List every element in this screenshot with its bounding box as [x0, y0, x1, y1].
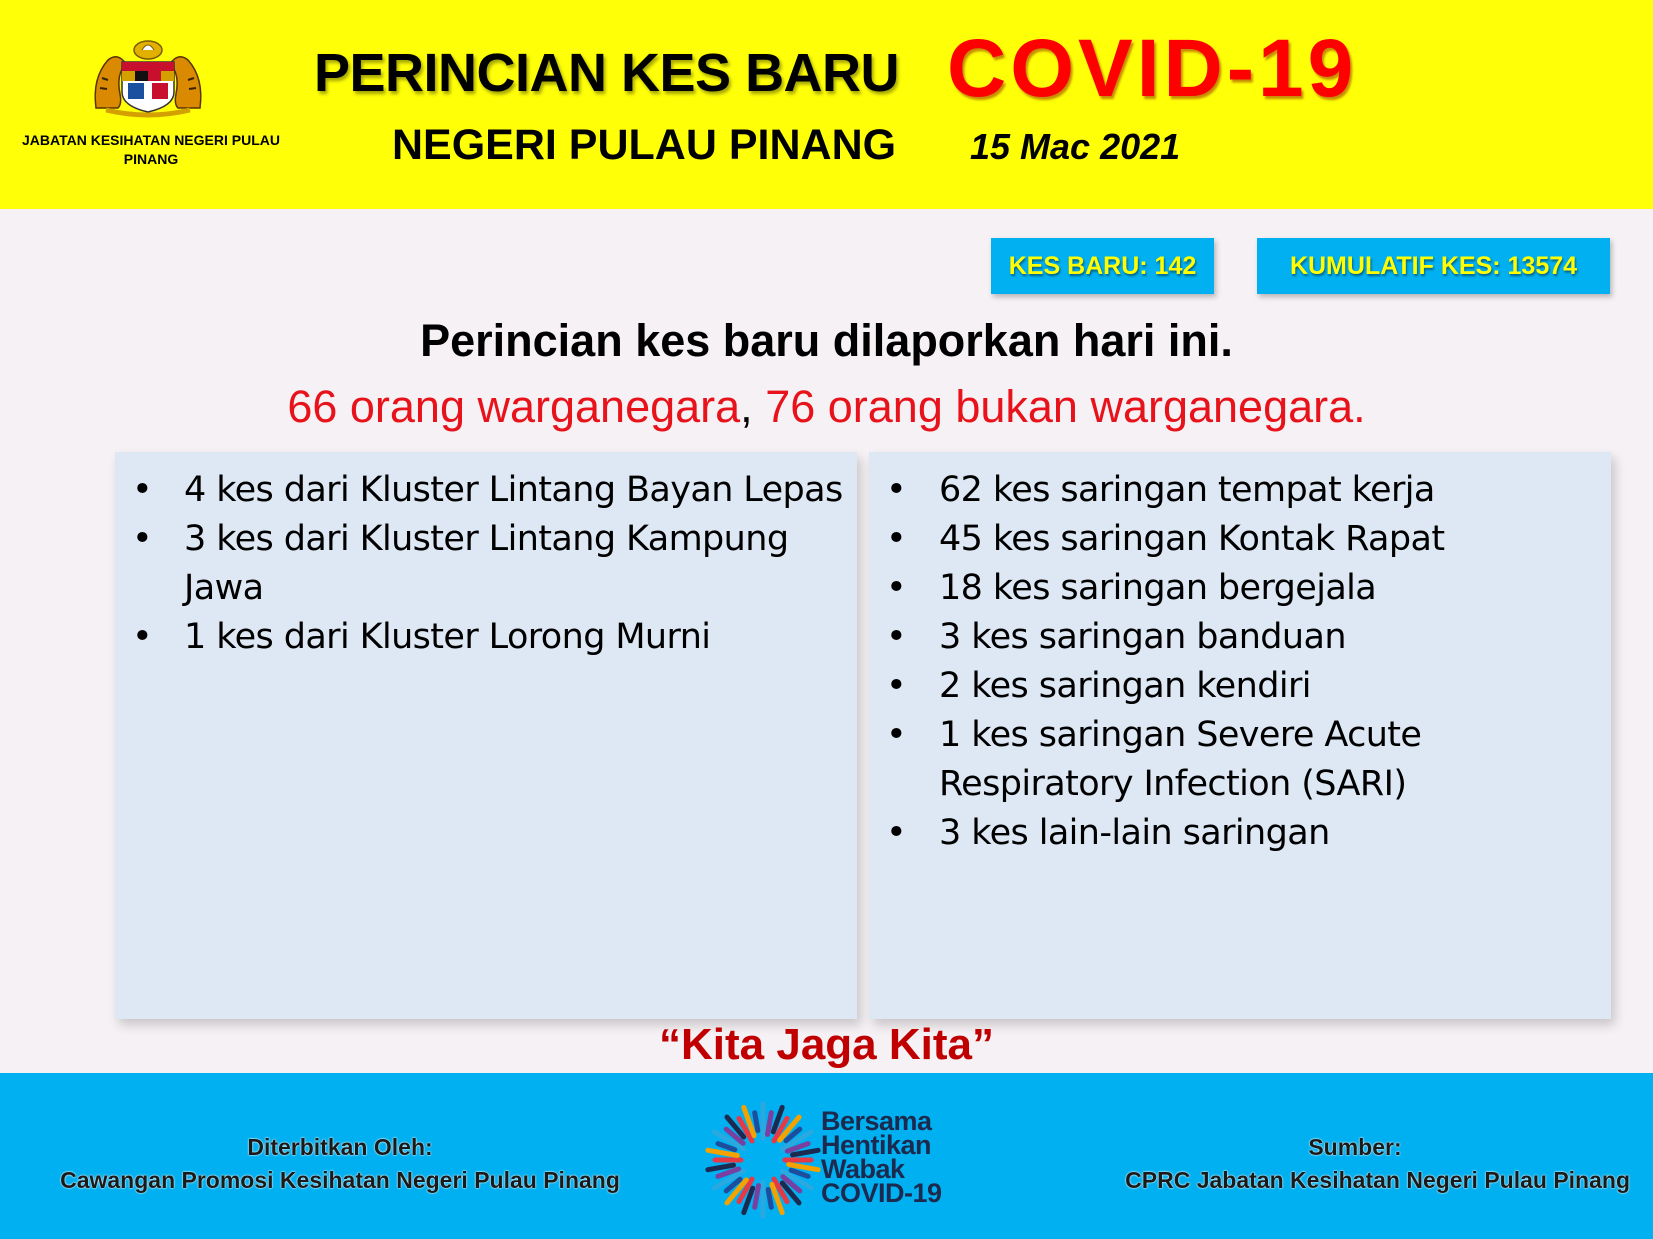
source-name: CPRC Jabatan Kesihatan Negeri Pulau Pinang [1125, 1167, 1630, 1193]
list-item: • 3 kes saringan banduan [869, 613, 1601, 662]
list-item: • 62 kes saringan tempat kerja [869, 466, 1601, 515]
bullet-icon: • [132, 519, 153, 559]
slogan: “Kita Jaga Kita” [659, 1020, 994, 1069]
screening-panel [869, 452, 1611, 1019]
starburst-icon [703, 1100, 823, 1220]
header-banner [0, 0, 1653, 209]
citizens-count: 66 orang warganegara [287, 381, 741, 432]
campaign-logo [703, 1100, 963, 1220]
bullet-icon: • [886, 813, 907, 853]
footer-banner [0, 1073, 1653, 1239]
starburst-ray [768, 1113, 772, 1135]
page-title: PERINCIAN KES BARU [314, 43, 900, 103]
new-cases-badge: KES BARU: 142 [991, 238, 1214, 294]
separator: , [740, 381, 753, 432]
bullet-icon: • [132, 470, 153, 510]
bullet-icon: • [886, 568, 907, 608]
cumulative-cases-badge: KUMULATIF KES: 13574 [1257, 238, 1610, 294]
campaign-text: Bersama Hentikan Wabak COVID-19 [821, 1106, 942, 1208]
screening-list [869, 452, 1611, 858]
bullet-icon: • [886, 519, 907, 559]
list-item: • 3 kes lain-lain saringan [869, 809, 1601, 858]
publisher-label: Diterbitkan Oleh: [247, 1134, 433, 1160]
summary-heading: Perincian kes baru dilaporkan hari ini. [420, 315, 1233, 366]
publisher-name: Cawangan Promosi Kesihatan Negeri Pulau Pinang [60, 1167, 620, 1193]
starburst-ray [768, 1190, 771, 1208]
summary-breakdown [0, 381, 1653, 433]
list-item: • 1 kes saringan Severe Acute Respiratory Infection (SARI) [869, 711, 1601, 809]
bullet-icon: • [886, 470, 907, 510]
report-date: 15 Mac 2021 [970, 126, 1181, 167]
list-item: • 1 kes dari Kluster Lorong Murni [115, 613, 847, 662]
bullet-icon: • [886, 715, 907, 755]
department-name: JABATAN KESIHATAN NEGERI PULAU PINANG [22, 132, 280, 167]
coat-of-arms-icon [88, 38, 208, 118]
list-item: • 18 kes saringan bergejala [869, 564, 1601, 613]
list-item: • 2 kes saringan kendiri [869, 662, 1601, 711]
bullet-icon: • [132, 617, 153, 657]
covid-title: COVID-19 [947, 23, 1358, 114]
source-label: Sumber: [1308, 1134, 1402, 1160]
cluster-panel [115, 452, 857, 1019]
list-item: • 45 kes saringan Kontak Rapat [869, 515, 1601, 564]
cluster-list [115, 452, 857, 662]
starburst-ray [708, 1165, 734, 1170]
starburst-ray [793, 1150, 819, 1155]
bullet-icon: • [886, 666, 907, 706]
list-item: • 4 kes dari Kluster Lintang Bayan Lepas [115, 466, 847, 515]
period: . [1353, 381, 1366, 432]
non-citizens-count: 76 orang bukan warganegara [765, 381, 1354, 432]
bullet-icon: • [886, 617, 907, 657]
state-subtitle: NEGERI PULAU PINANG [392, 121, 897, 169]
list-item: • 3 kes dari Kluster Lintang Kampung Jawa [115, 515, 847, 613]
starburst-ray [755, 1186, 759, 1208]
starburst-ray [755, 1113, 758, 1131]
